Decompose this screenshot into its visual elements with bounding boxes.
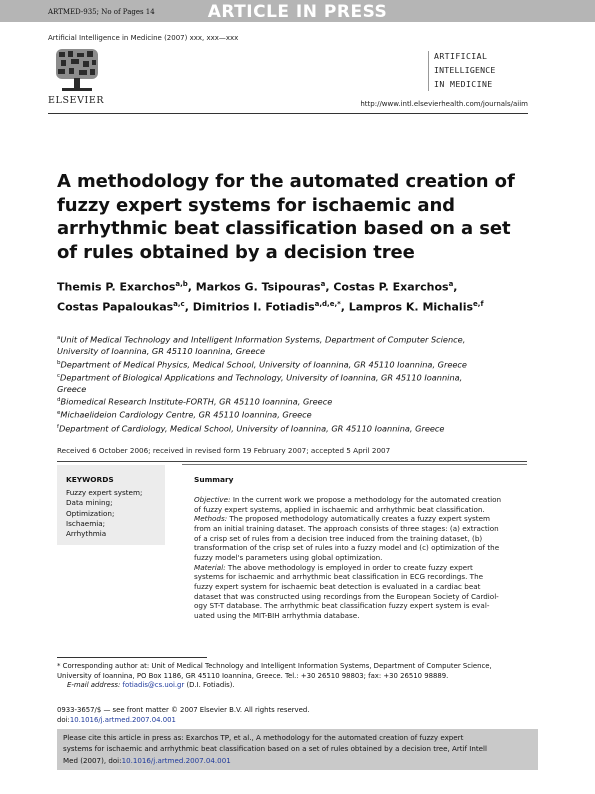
author-affiliation-marks: a,b (175, 280, 188, 288)
footnote-line: * Corresponding author at: Unit of Medical Technology and Intelligent Information Systems, Department of Computer Science, (57, 662, 492, 670)
header-divider (48, 113, 528, 114)
summary-heading: Summary (194, 475, 234, 484)
keyword-item: Fuzzy expert system; (66, 488, 143, 497)
citation-line: Please cite this article in press as: Exarchos TP, et al., A methodology for the automated creation of fuzzy expert (63, 733, 464, 742)
corresponding-author-footnote (57, 662, 527, 691)
affiliation-mark: f (57, 423, 59, 430)
citation-notice-text (63, 732, 533, 766)
email-suffix: (D.I. Fotiadis). (184, 681, 235, 690)
abstract-line: from an initial training dataset. The approach consists of three stages: (a) extraction (194, 523, 499, 533)
author-separator: , (187, 280, 196, 294)
affiliation-text: Biomedical Research Institute-FORTH, GR 45110 Ioannina, Greece (60, 396, 333, 407)
abstract-line: transformation of the crisp set of rules into a fuzzy model and (c) optimization of the (194, 543, 500, 553)
section-divider (57, 461, 527, 462)
keywords-list (66, 488, 142, 539)
abstract-line: uated using the MIT-BIH arrhythmia database. (194, 610, 360, 620)
title-line: arrhythmic beat classification based on a set (57, 218, 511, 239)
journal-url-link[interactable]: http://www.intl.elsevierhealth.com/journals/aiim (360, 100, 528, 108)
title-line: of rules obtained by a decision tree (57, 241, 415, 263)
manuscript-id: ARTMED-935; No of Pages 14 (48, 8, 155, 16)
doi-prefix: doi: (57, 716, 70, 724)
abstract-section-label: Methods: (194, 514, 228, 524)
affiliation-text: Michaelideion Cardiology Centre, GR 45110 Ioannina, Greece (60, 410, 312, 421)
author-name: Markos G. Tsipouras (195, 280, 321, 294)
author-affiliation-marks: a (448, 280, 454, 288)
author-affiliation-marks: a,d,e,* (314, 300, 341, 309)
abstract-section-label: Material: (194, 562, 226, 572)
summary-divider (182, 464, 527, 465)
affiliation-text: University of Ioannina, GR 45110 Ioannina, Greece (57, 346, 266, 357)
affiliation-mark: e (57, 410, 61, 417)
publisher-name: ELSEVIER (48, 95, 105, 106)
keyword-item: Optimization; (66, 508, 115, 518)
affiliation-text: Department of Medical Physics, Medical School, University of Ioannina, GR 45110 Ioannina, Greece (60, 359, 467, 370)
copyright-block (57, 705, 309, 725)
abstract-text: The proposed methodology automatically creates a fuzzy expert system (229, 514, 491, 524)
affiliation-text: Department of Biological Applications and Technology, University of Ioannina, GR 45110 Ioannina, (60, 372, 463, 383)
author-separator: , (340, 300, 349, 314)
affiliation-mark: d (57, 397, 61, 404)
footnote-email-line (57, 681, 527, 691)
abstract-line: dataset that was constructed using recordings from the European Society of Cardiol- (194, 591, 499, 601)
footnote-line: University of Ioannina, PO Box 1186, GR 45110 Ioannina, Greece. Tel.: +30 26510 98803; fax: +30 26510 98889. (57, 671, 449, 680)
affiliation-mark: a (57, 335, 61, 341)
author-name: Lampros K. Michalis (348, 300, 474, 314)
copyright-line: 0933-3657/$ — see front matter © 2007 Elsevier B.V. All rights reserved. (57, 706, 310, 714)
abstract-line (194, 495, 529, 505)
affiliation-item (57, 358, 527, 371)
keyword-item: Ischaemia; (66, 518, 106, 528)
affiliation-item (57, 395, 527, 408)
abstract-line: ogy ST-T database. The arrhythmic beat classification fuzzy expert system is eval- (194, 601, 490, 611)
abstract-line: of a crisp set of rules from a decision tree induced from the training dataset, (b) (194, 533, 483, 543)
affiliation-text: Greece (57, 383, 87, 394)
doi-line (57, 715, 309, 725)
email-link[interactable]: fotiadis@cs.uoi.gr (122, 681, 185, 690)
affiliation-text: Department of Cardiology, Medical School, University of Ioannina, GR 45110 Ioannina, Greece (58, 423, 445, 434)
abstract-line (194, 563, 529, 573)
author-name: Dimitrios I. Fotiadis (192, 300, 315, 314)
article-title (57, 170, 527, 264)
abstract-text: The above methodology is employed in order to create fuzzy expert (227, 562, 473, 572)
affiliation-mark: c (57, 372, 61, 379)
journal-logo-aim (428, 48, 518, 94)
keyword-item: Data mining; (66, 498, 113, 508)
affiliation-item (57, 346, 527, 357)
received-dates: Received 6 October 2006; received in revised form 19 February 2007; accepted 5 April 2007 (57, 446, 391, 455)
keywords-heading: KEYWORDS (66, 475, 114, 484)
citation-doi-prefix: doi: (108, 755, 122, 765)
footnote-divider (57, 657, 207, 658)
elsevier-tree-logo (52, 46, 102, 92)
affiliation-text: Unit of Medical Technology and Intelligent Information Systems, Department of Computer Science, (60, 334, 466, 345)
citation-line (63, 755, 533, 766)
affiliation-item (57, 371, 527, 384)
author-affiliation-marks: a (320, 280, 326, 288)
abstract-line (194, 514, 529, 524)
author-name: Costas P. Exarchos (333, 280, 449, 294)
author-line (57, 276, 537, 296)
author-name: Costas Papaloukas (57, 300, 174, 314)
citation-line: systems for ischaemic and arrhythmic beat classification based on a set of rules obtained by a decision tree, Artif Intell (63, 744, 487, 754)
citation-text: Med (2007), (63, 755, 109, 765)
abstract-line: systems for ischaemic and arrhythmic beat classification in ECG recordings. The (194, 572, 484, 582)
email-label: E-mail address: (67, 681, 121, 690)
author-separator: , (325, 280, 334, 294)
abstract-text: In the current work we propose a methodology for the automated creation (232, 495, 502, 504)
affiliation-item (57, 422, 527, 435)
abstract-section-label: Objective: (194, 495, 231, 504)
affiliation-item (57, 408, 527, 421)
journal-citation-line: Artificial Intelligence in Medicine (2007) xxx, xxx—xxx (48, 34, 239, 42)
abstract-line: fuzzy expert system for ischaemic beat detection is evaluated in a cardiac beat (194, 581, 481, 591)
affiliation-list (57, 333, 527, 435)
banner-text: ARTICLE IN PRESS (207, 2, 388, 22)
author-separator: , (453, 280, 458, 294)
svg-text:INTELLIGENCE: INTELLIGENCE (434, 65, 496, 75)
author-list (57, 276, 537, 316)
keyword-item: Arrhythmia (66, 529, 107, 539)
affiliation-mark: b (57, 359, 61, 366)
author-line (57, 296, 537, 316)
citation-doi-link[interactable]: 10.1016/j.artmed.2007.04.001 (121, 755, 231, 765)
svg-text:IN MEDICINE: IN MEDICINE (434, 79, 493, 89)
author-name: Themis P. Exarchos (57, 280, 176, 294)
title-line: fuzzy expert systems for ischaemic and (57, 194, 455, 216)
affiliation-item (57, 333, 527, 346)
svg-text:ARTIFICIAL: ARTIFICIAL (434, 51, 488, 61)
doi-link[interactable]: 10.1016/j.artmed.2007.04.001 (69, 716, 176, 724)
title-line: A methodology for the automated creation of (57, 171, 515, 192)
abstract-body (194, 495, 529, 621)
author-separator: , (184, 300, 193, 314)
author-affiliation-marks: e,f (473, 300, 484, 309)
abstract-line: of fuzzy expert systems, applied in ischaemic and arrhythmic beat classification. (194, 504, 485, 514)
affiliation-item (57, 384, 527, 395)
author-affiliation-marks: a,c (173, 300, 185, 309)
abstract-line: fuzzy model's parameters using global optimization. (194, 552, 383, 562)
